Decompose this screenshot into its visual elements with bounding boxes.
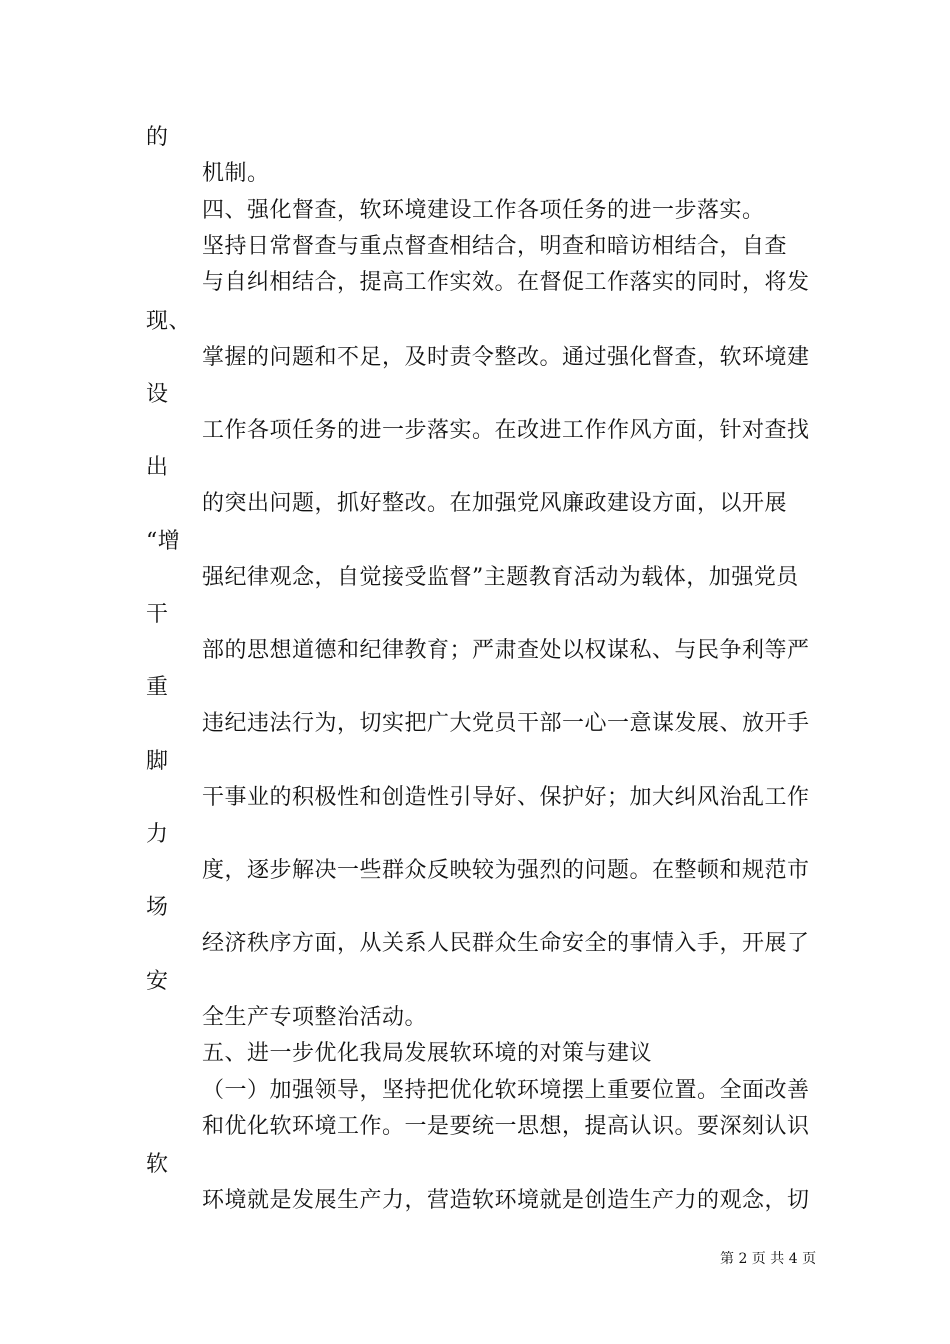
- text-line: 重: [146, 675, 169, 700]
- text-line: 安: [146, 969, 169, 994]
- text-line: 的: [146, 125, 169, 150]
- text-line: 软: [146, 1152, 169, 1177]
- text-line: 全生产专项整治活动。: [202, 1005, 428, 1030]
- text-line: 干: [146, 602, 169, 627]
- text-line: 工作各项任务的进一步落实。在改进工作作风方面，针对查找: [202, 418, 810, 443]
- text-line: 的突出问题，抓好整改。在加强党风廉政建设方面，以开展: [202, 491, 788, 516]
- text-line: 和优化软环境工作。一是要统一思想，提高认识。要深刻认识: [202, 1114, 810, 1139]
- section-heading: 五、进一步优化我局发展软环境的对策与建议: [202, 1041, 653, 1066]
- text-line: 场: [146, 895, 169, 920]
- text-line: 违纪违法行为，切实把广大党员干部一心一意谋发展、放开手: [202, 711, 810, 736]
- text-line: 现、: [146, 309, 192, 334]
- text-line: 与自纠相结合，提高工作实效。在督促工作落实的同时，将发: [202, 270, 810, 295]
- text-line: 机制。: [202, 161, 270, 186]
- text-line: 力: [146, 822, 169, 847]
- page-number: 第 2 页 共 4 页: [720, 1251, 817, 1267]
- text-line: 脚: [146, 749, 169, 774]
- text-line: 干事业的积极性和创造性引导好、保护好；加大纠风治乱工作: [202, 785, 810, 810]
- text-line: 部的思想道德和纪律教育；严肃查处以权谋私、与民争利等严: [202, 638, 810, 663]
- text-line: 经济秩序方面，从关系人民群众生命安全的事情入手，开展了: [202, 931, 810, 956]
- text-line: “增: [146, 529, 181, 554]
- text-line: （一）加强领导，坚持把优化软环境摆上重要位置。全面改善: [202, 1078, 810, 1103]
- text-line: 设: [146, 382, 169, 407]
- text-line: 强纪律观念，自觉接受监督”主题教育活动为载体，加强党员: [202, 565, 799, 590]
- text-line: 坚持日常督查与重点督查相结合，明查和暗访相结合，自查: [202, 234, 788, 259]
- text-line: 环境就是发展生产力，营造软环境就是创造生产力的观念，切: [202, 1188, 810, 1213]
- text-line: 掌握的问题和不足，及时责令整改。通过强化督查，软环境建: [202, 345, 810, 370]
- text-line: 出: [146, 455, 169, 480]
- text-line: 度，逐步解决一些群众反映较为强烈的问题。在整顿和规范市: [202, 858, 810, 883]
- section-heading: 四、强化督查，软环境建设工作各项任务的进一步落实。: [202, 198, 765, 223]
